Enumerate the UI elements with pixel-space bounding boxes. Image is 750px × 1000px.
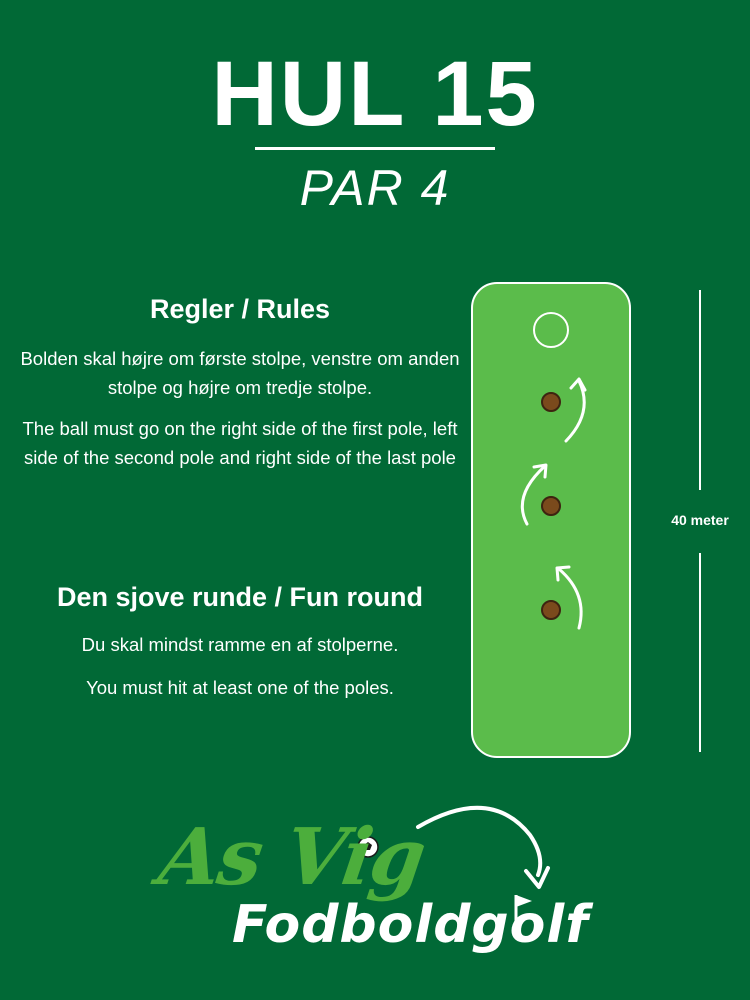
logo-text-as-vig: As Vig: [153, 812, 430, 903]
arrow-pass-right-pole-3: [559, 569, 581, 628]
fun-round-heading: Den sjove runde / Fun round: [56, 582, 424, 612]
rules-text-danish: Bolden skal højre om første stolpe, venstre om anden stolpe og højre om tredje stolpe.: [20, 348, 460, 398]
rules-text-english: The ball must go on the right side of the first pole, left side of the second pole and right side of the last pole: [22, 418, 458, 468]
arrow-pass-right-pole-1: [566, 381, 584, 441]
logo-swoosh-arrow: [418, 808, 540, 875]
as-vig-fodboldgolf-logo: [150, 795, 620, 975]
length-label: 40 meter: [671, 512, 729, 528]
length-line-bottom: [699, 553, 701, 752]
fun-round-text-danish: Du skal mindst ramme en af stolperne.: [81, 634, 399, 655]
page-title: HUL 15: [211, 43, 539, 145]
length-line-top: [699, 290, 701, 490]
logo-text-fodboldgolf: Fodboldgolf: [232, 895, 589, 955]
rules-heading: Regler / Rules: [149, 294, 331, 324]
arrow-head-1: [571, 379, 585, 390]
arrow-pass-left-pole-2: [522, 466, 545, 524]
fun-round-text-english: You must hit at least one of the poles.: [86, 677, 394, 698]
par-subtitle: PAR 4: [299, 160, 451, 216]
logo-arrow-head: [526, 868, 548, 887]
